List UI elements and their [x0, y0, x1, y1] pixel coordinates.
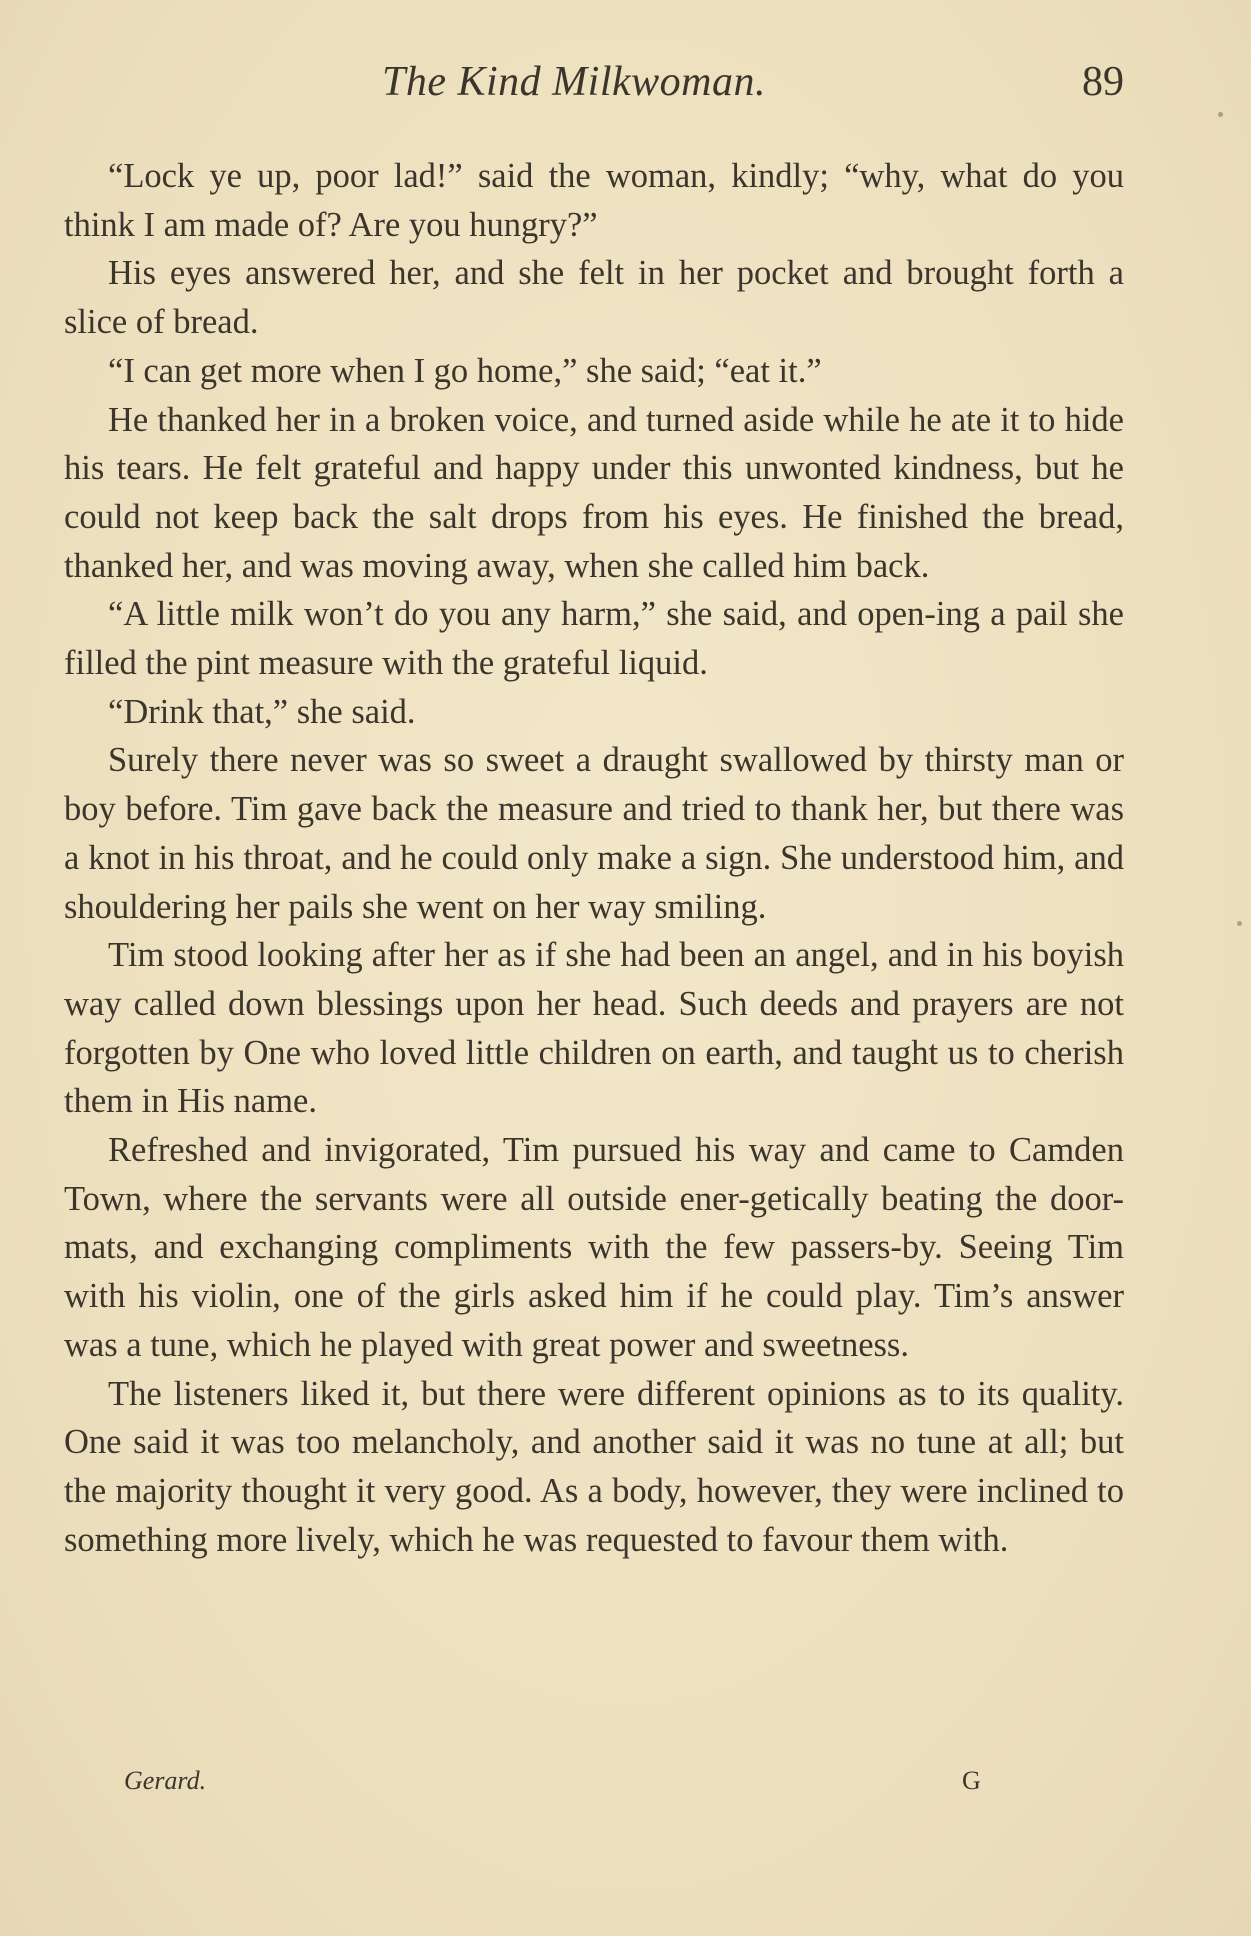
- running-head: [64, 58, 1124, 118]
- paragraph: He thanked her in a broken voice, and turned aside while he ate it to hide his tears. He felt grateful and happy under this unwonted kindness, but he could not keep back the salt drops from his eyes. He finished the bread, thanked her, and was moving away, when she called him back.: [64, 400, 1124, 585]
- paragraph: Tim stood looking after her as if she had been an angel, and in his boyish way called down blessings upon her head. Such deeds and prayers are not forgotten by One who loved little children on earth, and taught us to cherish them in His name.: [64, 936, 1124, 1121]
- page-footer: [64, 1766, 1124, 1806]
- running-title: The Kind Milkwoman.: [382, 59, 766, 105]
- paragraph: The listeners liked it, but there were different opinions as to its quality. One said it was too melancholy, and another said it was no tune at all; but the majority thought it very good. As a body, however, they were inclined to something more lively, which he was requested to favour them with.: [64, 1374, 1124, 1559]
- signature-mark-left: Gerard.: [124, 1766, 207, 1795]
- paragraph: His eyes answered her, and she felt in her pocket and brought forth a slice of bread.: [64, 254, 1124, 342]
- paragraph: “A little milk won’t do you any harm,” she said, and open-ing a pail she filled the pint measure with the grateful liquid.: [64, 595, 1124, 683]
- paragraph: Refreshed and invigorated, Tim pursued his way and came to Camden Town, where the servants were all outside ener-getically beating the door-mats, and exchanging compliments with the few passers-by. Seeing Tim with his violin, one of the girls asked him if he could play. Tim’s answer was a tune, which he played with great power and sweetness.: [64, 1131, 1124, 1364]
- page-number: 89: [1082, 59, 1124, 105]
- paper-speck: [1237, 921, 1242, 926]
- paragraph: “I can get more when I go home,” she said; “eat it.”: [108, 351, 822, 390]
- paragraph: “Drink that,” she said.: [108, 692, 416, 731]
- paragraph: Surely there never was so sweet a draught swallowed by thirsty man or boy before. Tim gave back the measure and tried to thank her, but there was a knot in his throat, and he could only make a sign. She understood him, and shouldering her pails she went on her way smiling.: [64, 741, 1124, 926]
- signature-mark-letter: G: [962, 1766, 981, 1795]
- paragraph: “Lock ye up, poor lad!” said the woman, kindly; “why, what do you think I am made of? Are you hungry?”: [64, 157, 1124, 244]
- paper-speck: [1218, 112, 1223, 117]
- body-text: [64, 152, 1124, 1564]
